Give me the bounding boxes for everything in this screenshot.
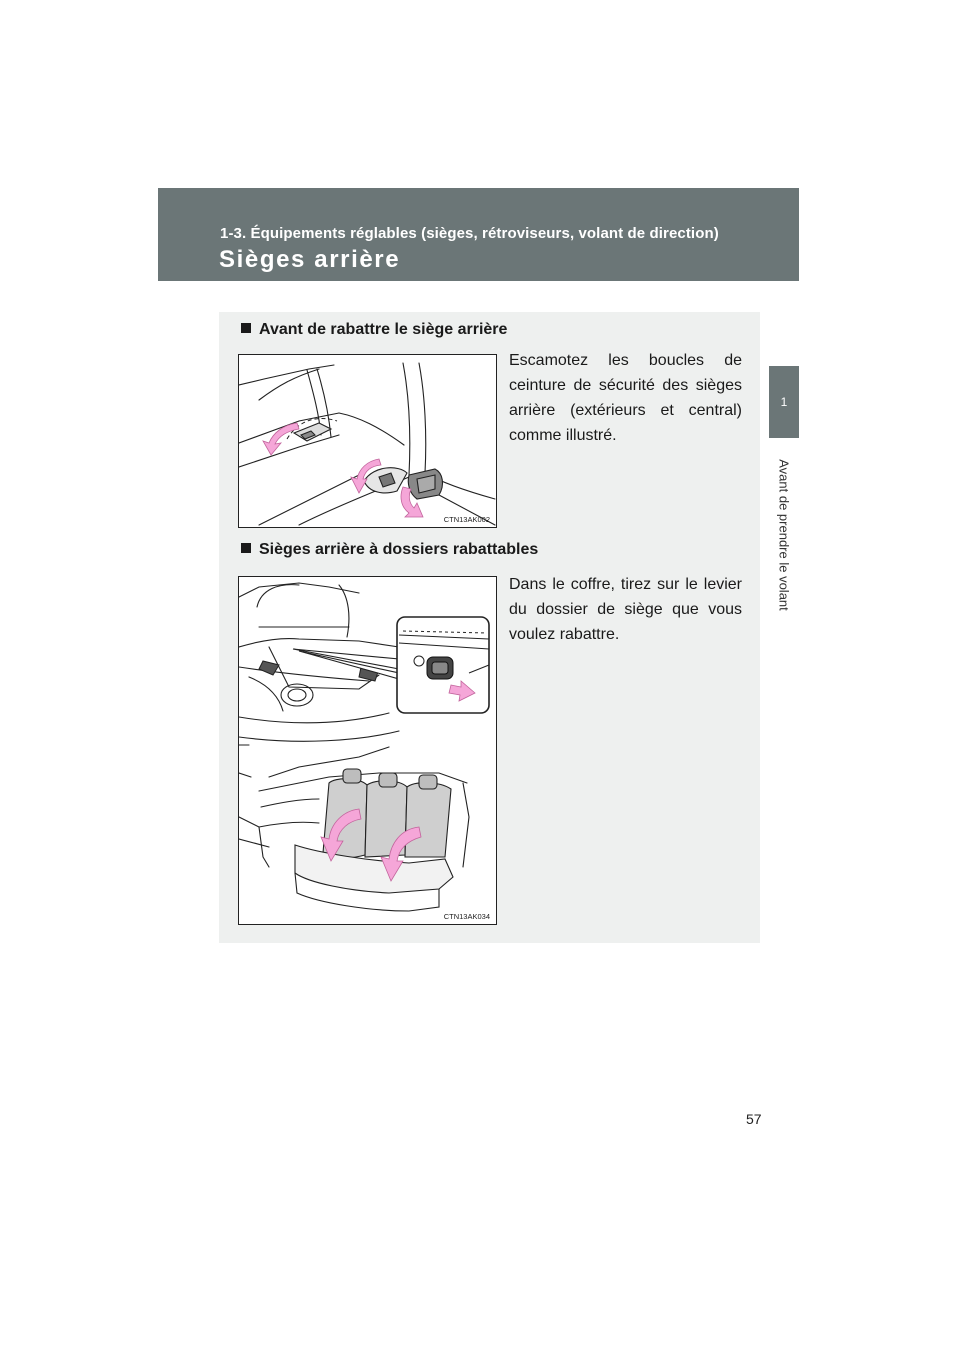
chapter-tab[interactable]	[769, 366, 799, 438]
figure-code-2: CTN13AK034	[443, 912, 490, 921]
section-heading-1	[241, 321, 507, 339]
folding-seats-illustration	[239, 577, 496, 924]
page-title: Sièges arrière	[219, 246, 401, 273]
square-bullet-icon	[241, 543, 251, 553]
section-heading-2	[241, 541, 538, 559]
seatbelt-buckles-illustration	[239, 355, 496, 527]
section-heading-2-text: Sièges arrière à dossiers rabattables	[259, 541, 539, 558]
section-text-1: Escamotez les boucles de ceinture de sécurité des sièges arrière (extérieurs et central) comme illustré.	[509, 352, 742, 444]
figure-folding-seats	[238, 576, 497, 925]
section-heading-1-text: Avant de rabattre le siège arrière	[259, 321, 508, 338]
chapter-number: 1	[780, 395, 788, 409]
section-label: 1-3. Équipements réglables (sièges, rétroviseurs, volant de direction)	[220, 225, 719, 242]
section-text-2: Dans le coffre, tirez sur le levier du dossier de siège que vous voulez rabattre.	[509, 576, 742, 643]
chapter-title: Avant de prendre le volant	[776, 459, 792, 611]
figure-code-1: CTN13AK002	[443, 515, 490, 524]
header-band	[158, 188, 799, 281]
page-number: 57	[746, 1111, 762, 1127]
square-bullet-icon	[241, 323, 251, 333]
figure-seatbelt-buckles	[238, 354, 497, 528]
